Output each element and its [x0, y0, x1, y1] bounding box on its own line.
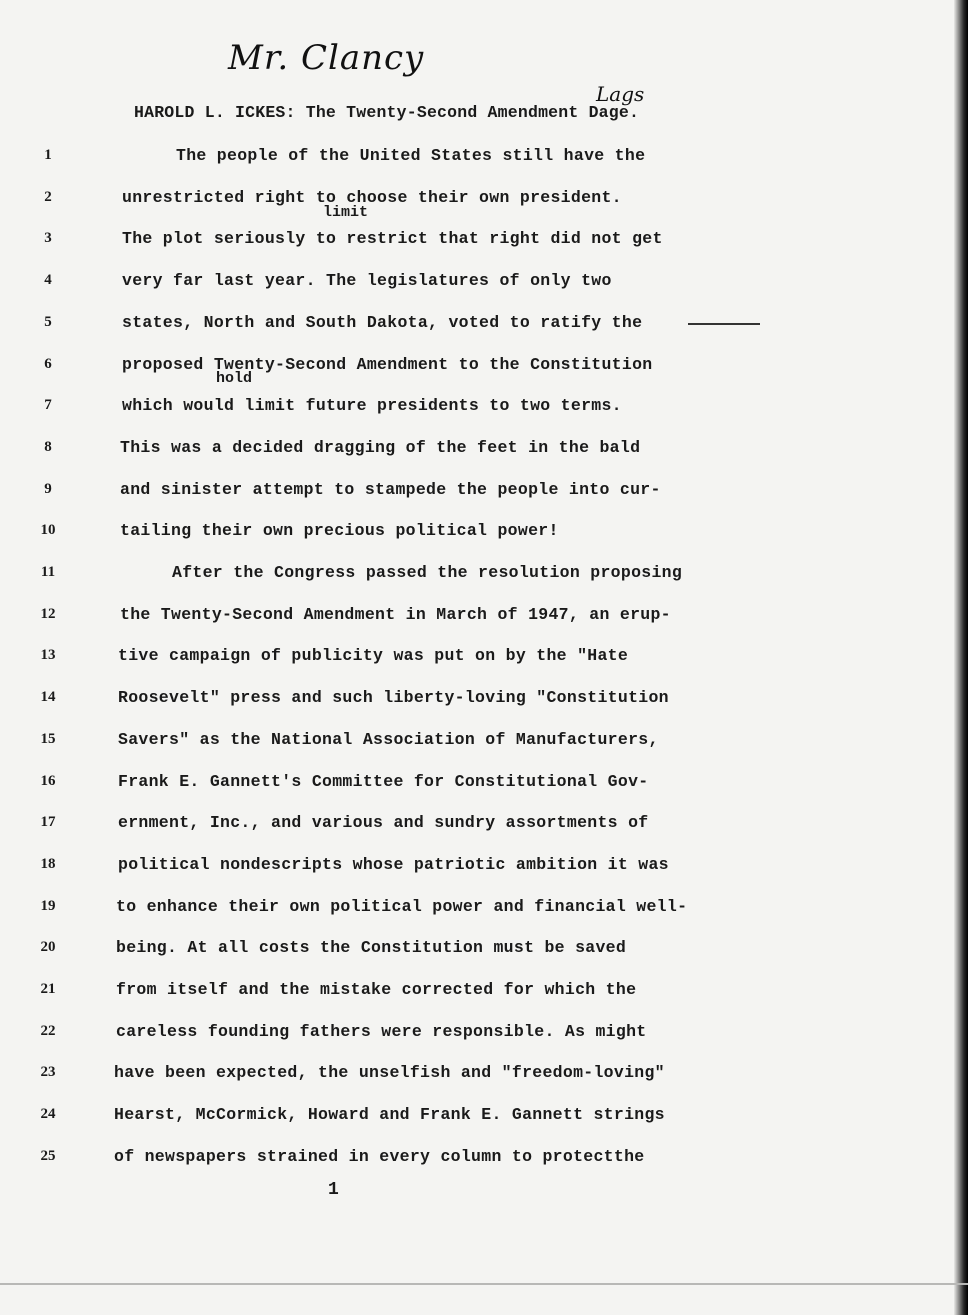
margin-mark	[688, 323, 760, 325]
line-text: states, North and South Dakota, voted to ratify the	[122, 313, 643, 332]
line-text: from itself and the mistake corrected for which the	[116, 980, 637, 999]
line-text: political nondescripts whose patriotic ambition it was	[118, 855, 669, 874]
line-text: and sinister attempt to stampede the people into cur-	[120, 480, 661, 499]
line-number: 17	[40, 814, 56, 830]
page-number: 1	[328, 1180, 339, 1200]
line-text: unrestricted right to choose their own president.	[122, 188, 622, 207]
line-text: which would limit future presidents to two terms.	[122, 396, 622, 415]
line-number: 12	[40, 606, 56, 622]
document-title: HAROLD L. ICKES: The Twenty-Second Amendment Dage.	[134, 103, 640, 122]
line-text: The people of the United States still have the	[176, 146, 646, 165]
line-number: 24	[40, 1106, 56, 1122]
line-number: 9	[44, 481, 52, 497]
line-number: 3	[44, 230, 52, 246]
line-text: proposed Twenty-Second Amendment to the Constitution	[122, 355, 653, 374]
line-text: Savers" as the National Association of Manufacturers,	[118, 730, 659, 749]
line-number: 19	[40, 898, 56, 914]
line-number: 13	[40, 647, 56, 663]
line-number: 22	[40, 1023, 56, 1039]
line-number: 4	[44, 272, 52, 288]
handwritten-note: Lags	[596, 82, 645, 106]
line-number: 11	[40, 564, 56, 580]
handwritten-name: Mr. Clancy	[228, 38, 425, 78]
line-text: the Twenty-Second Amendment in March of 1947, an erup-	[120, 605, 671, 624]
insertion-hold: hold	[216, 370, 253, 387]
line-number: 20	[40, 939, 56, 955]
line-number: 10	[40, 522, 56, 538]
line-number: 16	[40, 773, 56, 789]
line-text: Frank E. Gannett's Committee for Constitutional Gov-	[118, 772, 649, 791]
line-text: ernment, Inc., and various and sundry assortments of	[118, 813, 649, 832]
line-number: 25	[40, 1148, 56, 1164]
line-text: Hearst, McCormick, Howard and Frank E. Gannett strings	[114, 1105, 665, 1124]
line-text: very far last year. The legislatures of only two	[122, 271, 612, 290]
line-number: 5	[44, 314, 52, 330]
line-number: 23	[40, 1064, 56, 1080]
line-number: 14	[40, 689, 56, 705]
line-text: This was a decided dragging of the feet in the bald	[120, 438, 641, 457]
line-number: 18	[40, 856, 56, 872]
line-number: 8	[44, 439, 52, 455]
line-number: 15	[40, 731, 56, 747]
line-text: tive campaign of publicity was put on by the "Hate	[118, 646, 629, 665]
line-text: careless founding fathers were responsible. As might	[116, 1022, 647, 1041]
line-number: 21	[40, 981, 56, 997]
line-text: to enhance their own political power and financial well-	[116, 897, 688, 916]
line-text: tailing their own precious political power!	[120, 521, 559, 540]
line-number: 1	[44, 147, 52, 163]
line-text: have been expected, the unselfish and "freedom-loving"	[114, 1063, 665, 1082]
line-text: After the Congress passed the resolution proposing	[172, 563, 683, 582]
line-number: 6	[44, 356, 52, 372]
line-text: of newspapers strained in every column to protectthe	[114, 1147, 645, 1166]
insertion-limit: limit	[323, 204, 369, 221]
scan-fold-line	[0, 1283, 968, 1285]
line-number: 2	[44, 189, 52, 205]
line-number: 7	[44, 397, 52, 413]
line-text: The plot seriously to restrict that right did not get	[122, 229, 663, 248]
line-text: Roosevelt" press and such liberty-loving "Constitution	[118, 688, 669, 707]
scan-edge-shadow	[954, 0, 968, 1315]
line-text: being. At all costs the Constitution must be saved	[116, 938, 627, 957]
